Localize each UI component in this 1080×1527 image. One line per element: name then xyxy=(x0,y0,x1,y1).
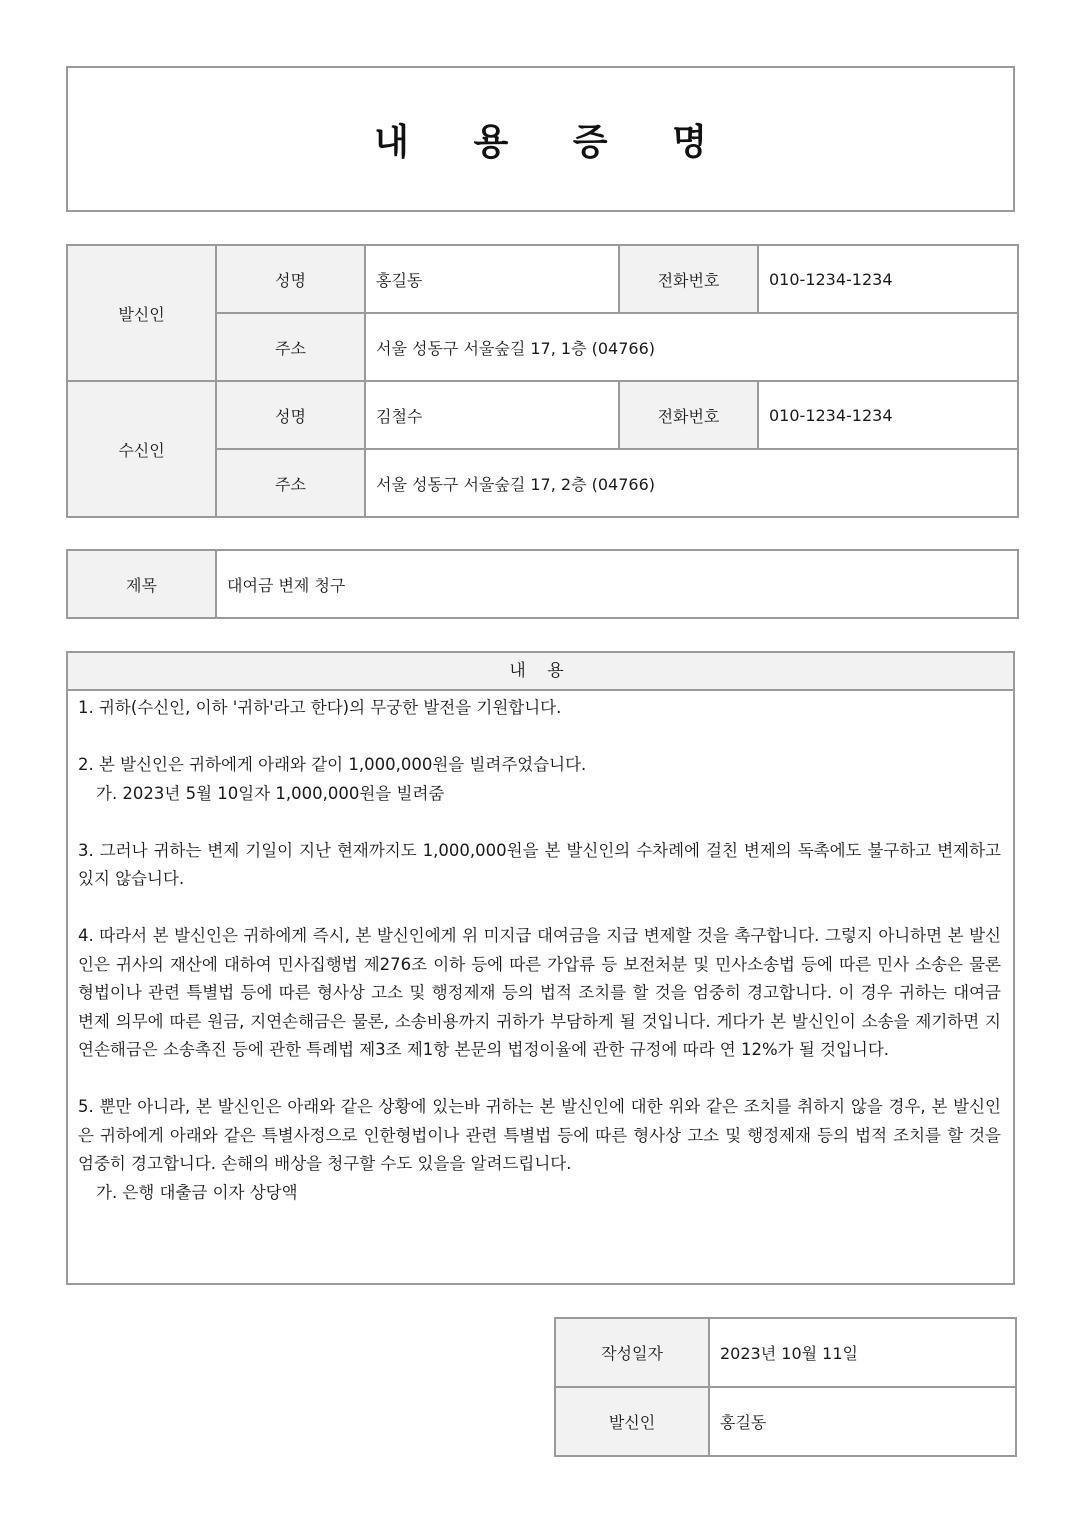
subject-label: 제목 xyxy=(67,550,216,618)
signer-label: 발신인 xyxy=(555,1387,709,1456)
paragraph-5-item-a: 가. 은행 대출금 이자 상당액 xyxy=(96,1182,298,1202)
recipient-name-label: 성명 xyxy=(216,381,365,449)
signer-name: 홍길동 xyxy=(709,1387,1016,1456)
parties-table xyxy=(66,244,1019,518)
content-body xyxy=(68,691,1013,1207)
sender-phone-label: 전화번호 xyxy=(619,245,758,313)
recipient-address-label: 주소 xyxy=(216,449,365,517)
paragraph-5: 5. 뿐만 아니라, 본 발신인은 아래와 같은 상황에 있는바 귀하는 본 발신인에 대한 위와 같은 조치를 취하지 않을 경우, 본 발신인은 귀하에게 아래와 같은 특별사정으로 인한형법이나 관련 특별법 등에 따른 형사상 고소 및 행정제재 등의 법적 조치를 할 것을 엄중히 경고합니다. 손해의 배상을 청구할 수도 있을을 알려드립니다. xyxy=(78,1097,1001,1173)
paragraph-4: 4. 따라서 본 발신인은 귀하에게 즉시, 본 발신인에게 위 미지급 대여금을 지급 변제할 것을 촉구합니다. 그렇지 아니하면 본 발신인은 귀사의 재산에 대하여 민사집행법 제276조 이하 등에 따른 가압류 등 보전처분 및 민사소송법 등에 따른 민사 소송은 물론 형법이나 관련 특별법 등에 따른 형사상 고소 및 행정제재 등의 법적 조치를 할 것을 엄중히 경고합니다. 이 경우 귀하는 대여금 변제 의무에 따른 원금, 지연손해금은 물론, 소송비용까지 귀하가 부담하게 될 것입니다. 게다가 본 발신인이 소송을 제기하면 지연손해금은 소송촉진 등에 관한 특례법 제3조 제1항 본문의 법정이율에 관한 규정에 따라 연 12%가 될 것입니다. xyxy=(78,926,1001,1059)
sender-address-label: 주소 xyxy=(216,313,365,381)
sender-name: 홍길동 xyxy=(365,245,619,313)
title-box xyxy=(66,66,1015,212)
signature-table xyxy=(554,1317,1017,1457)
date-value: 2023년 10월 11일 xyxy=(709,1318,1016,1387)
sender-phone: 010-1234-1234 xyxy=(758,245,1018,313)
paragraph-3: 3. 그러나 귀하는 변제 기일이 지난 현재까지도 1,000,000원을 본 발신인의 수차례에 걸친 변제의 독촉에도 불구하고 변제하고 있지 않습니다. xyxy=(78,840,1001,888)
recipient-row-name xyxy=(67,381,1018,449)
recipient-phone-label: 전화번호 xyxy=(619,381,758,449)
date-label: 작성일자 xyxy=(555,1318,709,1387)
recipient-phone: 010-1234-1234 xyxy=(758,381,1018,449)
paragraph-2-item-a: 가. 2023년 5월 10일자 1,000,000원을 빌려줌 xyxy=(96,783,445,803)
subject-value: 대여금 변제 청구 xyxy=(216,550,1018,618)
sender-address: 서울 성동구 서울숲길 17, 1층 (04766) xyxy=(365,313,1018,381)
content-heading: 내 용 xyxy=(68,653,1013,691)
recipient-name: 김철수 xyxy=(365,381,619,449)
sender-label: 발신인 xyxy=(67,245,216,381)
paragraph-2: 2. 본 발신인은 귀하에게 아래와 같이 1,000,000원을 빌려주었습니다. xyxy=(78,755,587,774)
paragraph-1: 1. 귀하(수신인, 이하 '귀하'라고 한다)의 무궁한 발전을 기원합니다. xyxy=(78,698,562,717)
subject-table xyxy=(66,549,1019,619)
recipient-label: 수신인 xyxy=(67,381,216,517)
sender-row-name xyxy=(67,245,1018,313)
content-box xyxy=(66,651,1015,1285)
sender-name-label: 성명 xyxy=(216,245,365,313)
recipient-address: 서울 성동구 서울숲길 17, 2층 (04766) xyxy=(365,449,1018,517)
document-title: 내 용 증 명 xyxy=(374,121,733,163)
